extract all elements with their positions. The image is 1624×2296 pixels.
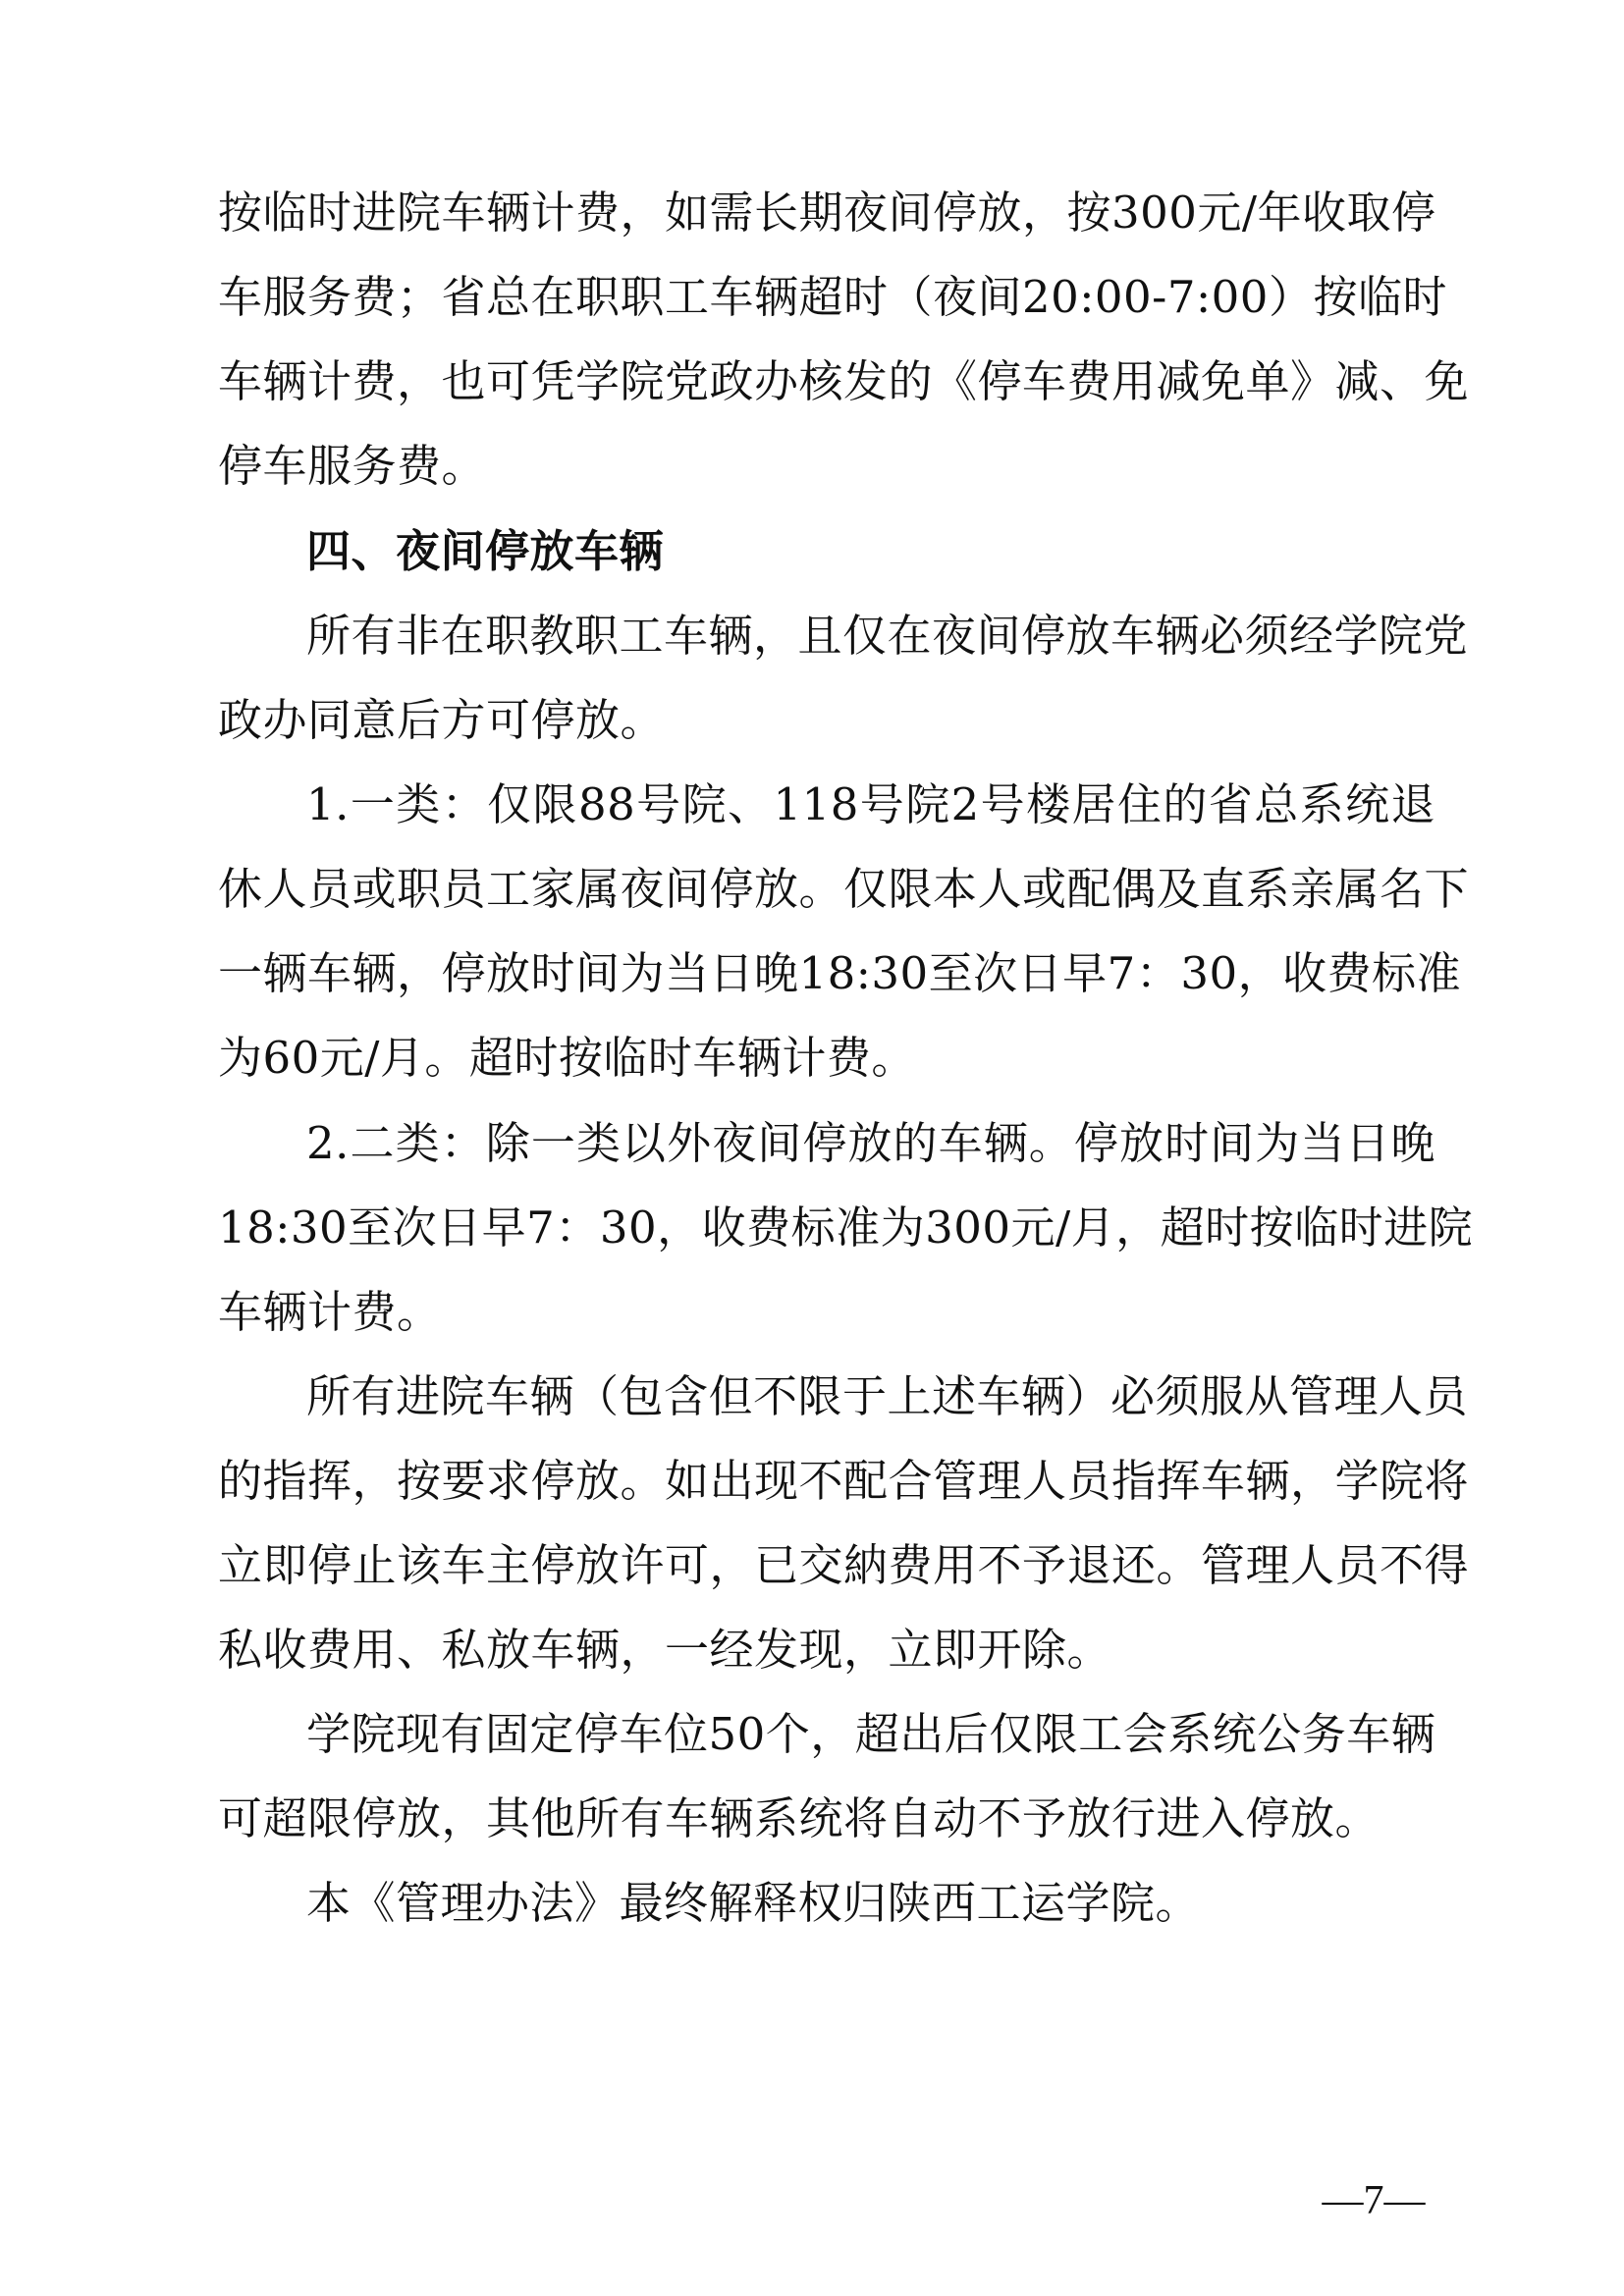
paragraph-line: 休人员或职员工家属夜间停放。仅限本人或配偶及直系亲属名下	[218, 863, 1470, 915]
paragraph-line: 1.一类：仅限88号院、118号院2号楼居住的省总系统退	[306, 778, 1435, 830]
paragraph-line: 私收费用、私放车辆，一经发现，立即开除。	[218, 1624, 1112, 1676]
paragraph-line: 立即停止该车主停放许可，已交納费用不予退还。管理人员不得	[218, 1539, 1470, 1591]
page-number: —7—	[1322, 2178, 1426, 2223]
paragraph-line: 车服务费；省总在职职工车辆超时（夜间20:00-7:00）按临时	[218, 271, 1447, 323]
paragraph-line: 为60元/月。超时按临时车辆计费。	[218, 1032, 916, 1084]
paragraph-line: 学院现有固定停车位50个，超出后仅限工会系统公务车辆	[306, 1708, 1436, 1760]
paragraph-line: 18:30至次日早7：30，收费标准为300元/月，超时按临时进院	[218, 1201, 1474, 1254]
paragraph-line: 所有非在职教职工车辆，且仅在夜间停放车辆必须经学院党	[306, 610, 1469, 662]
paragraph-line: 一辆车辆，停放时间为当日晚18:30至次日早7：30，收费标准	[218, 947, 1462, 999]
paragraph-line: 车辆计费。	[218, 1286, 442, 1338]
paragraph-line: 2.二类：除一类以外夜间停放的车辆。停放时间为当日晚	[306, 1117, 1435, 1169]
paragraph-line: 政办同意后方可停放。	[218, 694, 666, 746]
section-heading: 四、夜间停放车辆	[306, 525, 665, 577]
paragraph-line: 可超限停放，其他所有车辆系统将自动不予放行进入停放。	[218, 1792, 1380, 1844]
paragraph-line: 按临时进院车辆计费，如需长期夜间停放，按300元/年收取停	[218, 187, 1436, 239]
paragraph-line: 车辆计费，也可凭学院党政办核发的《停车费用减免单》减、免	[218, 355, 1470, 407]
paragraph-line: 本《管理办法》最终解释权归陕西工运学院。	[306, 1877, 1201, 1929]
paragraph-line: 的指挥，按要求停放。如出现不配合管理人员指挥车辆，学院将	[218, 1455, 1470, 1507]
paragraph-line: 停车服务费。	[218, 440, 487, 492]
paragraph-line: 所有进院车辆（包含但不限于上述车辆）必须服从管理人员	[306, 1370, 1469, 1422]
